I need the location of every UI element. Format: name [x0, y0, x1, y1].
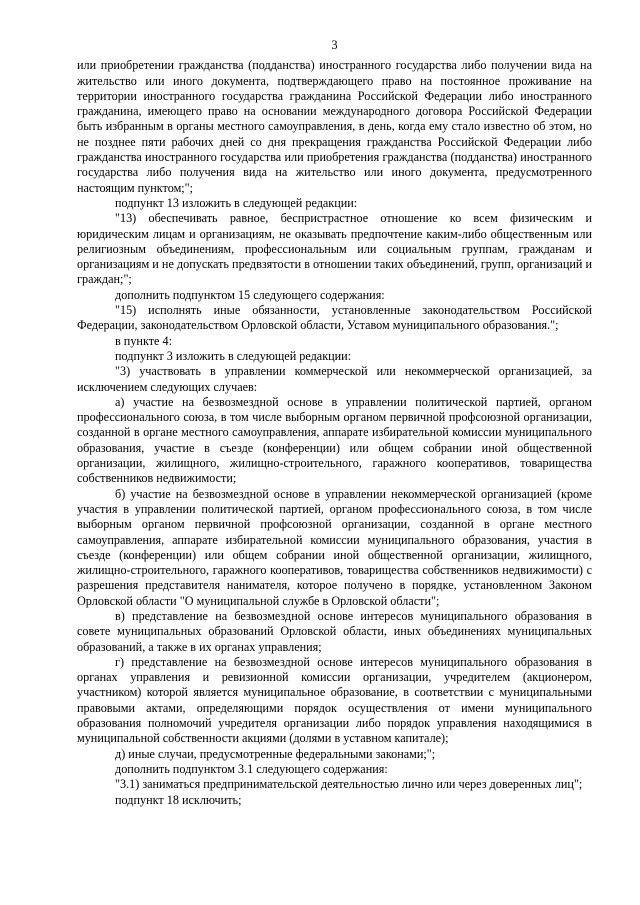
paragraph-item-4: в пункте 4:	[115, 333, 172, 348]
paragraph-subclause-13-heading: подпункт 13 изложить в следующей редакции:	[115, 195, 358, 210]
paragraph-subclause-3-text: "3) участвовать в управлении коммерческой или некоммерческой организацией, за исключением следующих случаев:	[77, 364, 592, 394]
paragraph-subclause-13-text: "13) обеспечивать равное, беспристрастное отношение ко всем физическим и юридическим лицам и организациям, не оказывать предпочтение каким-либо общественным или религиозным объединениям, профессиональным или социальным группам, гражданам и организациям и не допускать предвзятости в отношении таких объединений, групп, организаций и граждан;";	[77, 211, 592, 287]
paragraph-case-g: г) представление на безвозмездной основе интересов муниципального образования в органах управления и ревизионной комиссии организации, учредителем (акционером, участником) которой является муниципальное образование, в соответствии с муниципальными правовыми актами, определяющими порядок осуществления от имени муниципального образования полномочий учредителя организации либо порядок управления находящимися в муниципальной собственности акциями (долями в уставном капитале);	[77, 654, 592, 746]
paragraph-case-d: д) иные случаи, предусмотренные федеральными законами;";	[115, 746, 436, 761]
paragraph-subclause-3-1-text: "3.1) заниматься предпринимательской деятельностью лично или через доверенных лиц";	[115, 777, 583, 792]
paragraph-subclause-15-heading: дополнить подпунктом 15 следующего содержания:	[115, 287, 385, 302]
paragraph-case-v: в) представление на безвозмездной основе интересов муниципального образования в совете муниципальных образований Орловской области, иных объединениях муниципальных образований, а также в их органах управления;	[77, 608, 592, 654]
paragraph-subclause-18: подпункт 18 исключить;	[115, 792, 242, 807]
paragraph-case-a: а) участие на безвозмездной основе в управлении политической партией, органом профессионального союза, в том числе выборным органом первичной профсоюзной организации, созданной в органе местного самоуправления, аппарате избирательной комиссии муниципального образования, участие в съезде (конференции) или общем собрании иной общественной организации, жилищного, жилищно-строительного, гаражного кооперативов, товарищества собственников недвижимости;	[77, 394, 592, 486]
paragraph-subclause-15-text: "15) исполнять иные обязанности, установленные законодательством Российской Федерации, законодательством Орловской области, Уставом муниципального образования.";	[77, 303, 592, 333]
paragraph-subclause-3-heading: подпункт 3 изложить в следующей редакции:	[115, 348, 352, 363]
paragraph-continuation: или приобретении гражданства (подданства) иностранного государства либо получении вида на жительство или иного документа, подтверждающего право на постоянное проживание на территории иностранного государства гражданина Российской Федерации либо иностранного гражданина, имеющего право на основании международного договора Российской Федерации быть избранным в органы местного самоуправления, в день, когда ему стало известно об этом, но не позднее пяти рабочих дней со дня прекращения гражданства Российской Федерации либо гражданства иностранного государства или приобретения гражданства (подданства) иностранного государства либо получения вида на жительство или иного документа, предусмотренного настоящим пунктом;";	[77, 58, 592, 195]
page-number: 3	[331, 38, 338, 52]
paragraph-subclause-3-1-heading: дополнить подпунктом 3.1 следующего содержания:	[115, 761, 388, 776]
paragraph-case-b: б) участие на безвозмездной основе в управлении некоммерческой организацией (кроме участия в управлении политической партией, органом профессионального союза, в том числе выборным органом первичной профсоюзной организации, созданной в органе местного самоуправления, аппарате избирательной комиссии муниципального образования, участия в съезде (конференции) или общем собрании иной общественной организации, жилищного, жилищно-строительного, гаражного кооперативов, товарищества собственников недвижимости) с разрешения представителя нанимателя, которое получено в порядке, установленном Законом Орловской области "О муниципальной службе в Орловской области";	[77, 486, 592, 608]
